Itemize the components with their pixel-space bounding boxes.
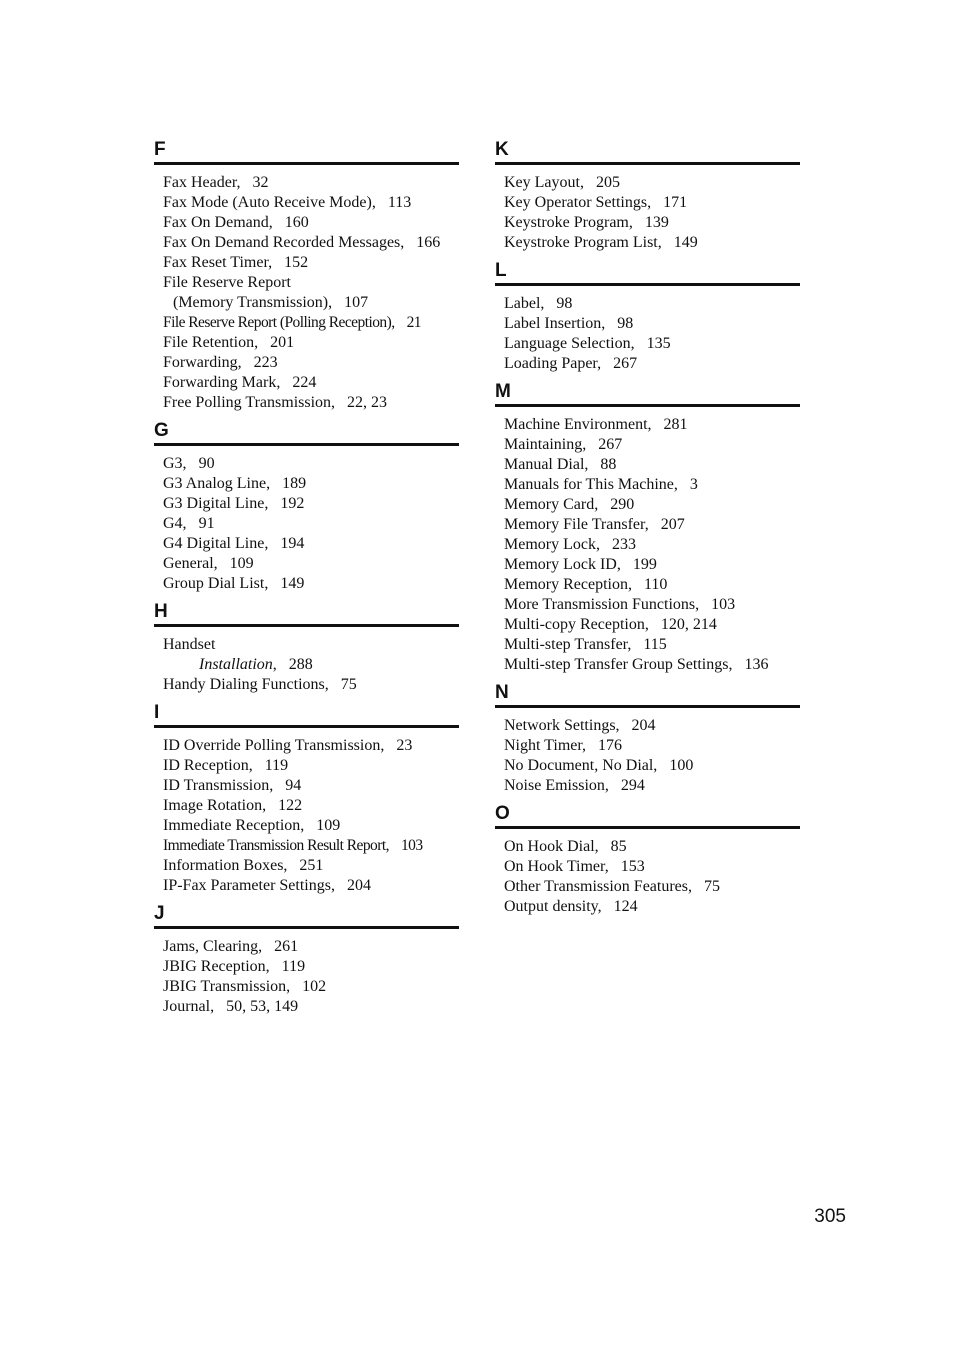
- index-entry-on-hook-timer: [504, 857, 800, 877]
- index-entry-fax-reset-timer: [163, 253, 459, 273]
- entry-page-ref[interactable]: 75: [704, 878, 720, 895]
- entry-term: Manuals for This Machine,: [504, 476, 678, 493]
- entry-page-ref[interactable]: 88: [600, 456, 617, 473]
- section-divider: [495, 705, 800, 708]
- entry-page-ref[interactable]: 119: [264, 757, 289, 774]
- index-entry-memory-lock: [504, 535, 800, 555]
- entry-page-ref[interactable]: 189: [282, 475, 307, 492]
- section-heading: L: [495, 260, 507, 281]
- entry-term: Multi-step Transfer Group Settings,: [504, 656, 733, 673]
- index-entry-language-selection: [504, 334, 800, 354]
- index-entry-maintaining: [504, 435, 800, 455]
- entry-term: Keystroke Program List,: [504, 234, 662, 251]
- index-entry-manuals-for-this-machine: [504, 475, 800, 495]
- entry-list: [495, 294, 800, 374]
- index-entry-information-boxes: [163, 856, 459, 876]
- section-divider: [154, 926, 459, 929]
- entry-term: Memory File Transfer,: [504, 516, 649, 533]
- entry-term: Handy Dialing Functions,: [163, 676, 329, 693]
- index-entry-manual-dial: [504, 455, 800, 475]
- entry-term: Free Polling Transmission,: [163, 394, 336, 411]
- section-divider: [495, 404, 800, 407]
- index-entry-memory-reception: [504, 575, 800, 595]
- entry-term: File Reserve Report (Polling Reception),: [163, 314, 395, 331]
- index-section-m: [495, 380, 800, 675]
- entry-page-ref[interactable]: 85: [610, 838, 627, 855]
- entry-page-ref[interactable]: 107: [344, 294, 369, 311]
- index-entry-ip-fax-parameter-settings: [163, 876, 459, 896]
- index-entry-file-reserve-report: [163, 273, 459, 293]
- index-entry-memory-card: [504, 495, 800, 515]
- entry-term: G3 Digital Line,: [163, 495, 269, 512]
- index-entry-network-settings: [504, 716, 800, 736]
- entry-page-ref[interactable]: 192: [280, 495, 305, 512]
- entry-page-ref[interactable]: 149: [280, 575, 305, 592]
- entry-page-ref[interactable]: 136: [744, 656, 769, 673]
- section-divider: [154, 624, 459, 627]
- entry-term: Forwarding,: [163, 354, 242, 371]
- entry-term: G3 Analog Line,: [163, 475, 271, 492]
- entry-page-ref[interactable]: 50, 53, 149: [226, 998, 299, 1015]
- entry-term: Image Rotation,: [163, 797, 267, 814]
- index-entry-handset: [163, 635, 459, 655]
- index-section-g: [154, 419, 459, 594]
- entry-term: Fax Mode (Auto Receive Mode),: [163, 194, 376, 211]
- entry-page-ref[interactable]: 109: [229, 555, 254, 572]
- entry-page-ref[interactable]: 102: [302, 978, 327, 995]
- entry-term: IP-Fax Parameter Settings,: [163, 877, 335, 894]
- entry-term: G3,: [163, 455, 187, 472]
- entry-list: [495, 415, 800, 675]
- entry-page-ref[interactable]: 103: [400, 837, 423, 854]
- entry-page-ref[interactable]: 122: [278, 797, 303, 814]
- index-entry-immediate-transmission-result-report: [163, 836, 459, 856]
- index-entry-g4: [163, 514, 459, 534]
- entry-term: Loading Paper,: [504, 355, 602, 372]
- index-section-h: [154, 600, 459, 695]
- entry-page-ref[interactable]: 135: [646, 335, 671, 352]
- index-entry-g3-digital-line: [163, 494, 459, 514]
- section-divider: [154, 162, 459, 165]
- entry-page-ref[interactable]: 98: [617, 315, 634, 332]
- entry-term: Keystroke Program,: [504, 214, 633, 231]
- index-section-i: [154, 701, 459, 896]
- section-heading: G: [154, 420, 169, 441]
- index-entry-id-override-polling-transmission: [163, 736, 459, 756]
- entry-page-ref[interactable]: 23: [396, 737, 413, 754]
- entry-list: [154, 635, 459, 695]
- entry-page-ref[interactable]: 90: [198, 455, 215, 472]
- entry-page-ref[interactable]: 94: [285, 777, 302, 794]
- index-entry-handy-dialing-functions: [163, 675, 459, 695]
- index-entry-jams-clearing: [163, 937, 459, 957]
- entry-page-ref[interactable]: 153: [620, 858, 645, 875]
- entry-page-ref[interactable]: 103: [711, 596, 736, 613]
- index-section-k: [495, 138, 800, 253]
- index-entry-more-transmission-functions: [504, 595, 800, 615]
- entry-page-ref[interactable]: 124: [613, 898, 638, 915]
- entry-page-ref[interactable]: 207: [660, 516, 685, 533]
- entry-page-ref[interactable]: 288: [288, 656, 313, 673]
- index-entry-free-polling-transmission: [163, 393, 459, 413]
- entry-page-ref[interactable]: 139: [644, 214, 669, 231]
- entry-term: Multi-step Transfer,: [504, 636, 632, 653]
- entry-term: Fax On Demand Recorded Messages,: [163, 234, 405, 251]
- entry-list: [495, 837, 800, 917]
- entry-page-ref[interactable]: 32: [252, 174, 269, 191]
- entry-term: Fax Reset Timer,: [163, 254, 273, 271]
- index-entry-fax-mode-auto-receive-mode: [163, 193, 459, 213]
- entry-term: File Reserve Report: [163, 274, 291, 291]
- entry-term: Installation: [199, 656, 273, 673]
- section-divider: [495, 162, 800, 165]
- entry-list: [154, 736, 459, 896]
- index-entry-memory-lock-id: [504, 555, 800, 575]
- entry-page-ref[interactable]: 233: [611, 536, 636, 553]
- entry-page-ref[interactable]: 115: [643, 636, 667, 653]
- index-section-n: [495, 681, 800, 796]
- entry-term: ID Override Polling Transmission,: [163, 737, 385, 754]
- entry-term: Information Boxes,: [163, 857, 288, 874]
- entry-term: Multi-copy Reception,: [504, 616, 649, 633]
- entry-term: More Transmission Functions,: [504, 596, 700, 613]
- entry-page-ref[interactable]: 113: [387, 194, 412, 211]
- index-entry-output-density: [504, 897, 800, 917]
- index-section-j: [154, 902, 459, 1017]
- index-entry-g3-analog-line: [163, 474, 459, 494]
- index-entry-label: [504, 294, 800, 314]
- section-divider: [154, 443, 459, 446]
- index-entry-multi-step-transfer: [504, 635, 800, 655]
- entry-term: Key Layout,: [504, 174, 584, 191]
- entry-page-ref[interactable]: 267: [613, 355, 638, 372]
- entry-page-ref[interactable]: 199: [632, 556, 657, 573]
- index-section-l: [495, 259, 800, 374]
- entry-page-ref[interactable]: 110: [643, 576, 668, 593]
- entry-term: Handset: [163, 636, 216, 653]
- index-entry-installation: [163, 655, 459, 675]
- section-heading: M: [495, 381, 511, 402]
- entry-page-ref[interactable]: 251: [299, 857, 324, 874]
- index-entry-loading-paper: [504, 354, 800, 374]
- index-entry-machine-environment: [504, 415, 800, 435]
- index-entry-immediate-reception: [163, 816, 459, 836]
- entry-list: [154, 173, 459, 413]
- entry-term: Journal,: [163, 998, 215, 1015]
- entry-term: On Hook Timer,: [504, 858, 609, 875]
- section-heading: F: [154, 139, 166, 160]
- entry-page-ref[interactable]: 261: [274, 938, 299, 955]
- entry-term: ID Reception,: [163, 757, 253, 774]
- entry-term: General,: [163, 555, 218, 572]
- entry-page-ref[interactable]: 294: [620, 777, 645, 794]
- entry-term: Machine Environment,: [504, 416, 652, 433]
- entry-term: Label,: [504, 295, 545, 312]
- entry-term: G4,: [163, 515, 187, 532]
- index-column-right: [495, 138, 800, 923]
- index-entry-keystroke-program-list: [504, 233, 800, 253]
- index-entry-g4-digital-line: [163, 534, 459, 554]
- section-divider: [495, 826, 800, 829]
- section-divider: [154, 725, 459, 728]
- index-entry-memory-transmission: [163, 293, 459, 313]
- index-entry-fax-on-demand-recorded-messages: [163, 233, 459, 253]
- entry-page-ref[interactable]: 281: [663, 416, 688, 433]
- index-entry-on-hook-dial: [504, 837, 800, 857]
- index-entry-forwarding-mark: [163, 373, 459, 393]
- entry-list: [495, 716, 800, 796]
- entry-term: Noise Emission,: [504, 777, 609, 794]
- index-column-left: [154, 138, 459, 1023]
- index-entry-image-rotation: [163, 796, 459, 816]
- index-entry-id-reception: [163, 756, 459, 776]
- entry-page-ref[interactable]: 22, 23: [347, 394, 388, 411]
- index-entry-id-transmission: [163, 776, 459, 796]
- entry-term: File Retention,: [163, 334, 259, 351]
- entry-term: (Memory Transmission),: [173, 294, 333, 311]
- index-entry-jbig-reception: [163, 957, 459, 977]
- entry-page-ref[interactable]: 120, 214: [660, 616, 717, 633]
- entry-page-ref[interactable]: 21: [406, 314, 421, 331]
- entry-page-ref[interactable]: 267: [598, 436, 623, 453]
- entry-term: Forwarding Mark,: [163, 374, 281, 391]
- entry-term: Group Dial List,: [163, 575, 269, 592]
- section-heading: H: [154, 601, 168, 622]
- entry-term: No Document, No Dial,: [504, 757, 658, 774]
- entry-list: [154, 937, 459, 1017]
- entry-term: Jams, Clearing,: [163, 938, 263, 955]
- entry-page-ref[interactable]: 171: [663, 194, 688, 211]
- entry-page-ref[interactable]: 75: [340, 676, 357, 693]
- entry-page-ref[interactable]: 152: [284, 254, 309, 271]
- index-entry-group-dial-list: [163, 574, 459, 594]
- index-entry-jbig-transmission: [163, 977, 459, 997]
- entry-page-ref[interactable]: 290: [610, 496, 635, 513]
- index-entry-file-reserve-report-polling-reception: [163, 313, 459, 333]
- entry-term: Memory Reception,: [504, 576, 632, 593]
- section-heading: N: [495, 682, 509, 703]
- index-entry-forwarding: [163, 353, 459, 373]
- entry-page-ref[interactable]: 201: [270, 334, 295, 351]
- index-entry-key-layout: [504, 173, 800, 193]
- index-entry-memory-file-transfer: [504, 515, 800, 535]
- section-heading: K: [495, 139, 509, 160]
- entry-page-ref[interactable]: 149: [673, 234, 698, 251]
- entry-term: Immediate Transmission Result Report,: [163, 837, 389, 854]
- entry-term: ID Transmission,: [163, 777, 274, 794]
- entry-term: JBIG Reception,: [163, 958, 270, 975]
- entry-term: On Hook Dial,: [504, 838, 599, 855]
- entry-term: Maintaining,: [504, 436, 587, 453]
- index-entry-file-retention: [163, 333, 459, 353]
- entry-page-ref[interactable]: 119: [281, 958, 306, 975]
- entry-page-ref[interactable]: 223: [253, 354, 278, 371]
- entry-term: Language Selection,: [504, 335, 635, 352]
- entry-page-ref[interactable]: 160: [284, 214, 309, 231]
- index-entry-other-transmission-features: [504, 877, 800, 897]
- entry-page-ref[interactable]: 224: [292, 374, 317, 391]
- entry-term: Label Insertion,: [504, 315, 606, 332]
- entry-list: [154, 454, 459, 594]
- index-entry-keystroke-program: [504, 213, 800, 233]
- index-section-o: [495, 802, 800, 917]
- section-heading: J: [154, 903, 165, 924]
- entry-list: [495, 173, 800, 253]
- index-entry-label-insertion: [504, 314, 800, 334]
- entry-page-ref[interactable]: 109: [316, 817, 341, 834]
- entry-page-ref[interactable]: 194: [280, 535, 305, 552]
- entry-term: G4 Digital Line,: [163, 535, 269, 552]
- entry-term: Manual Dial,: [504, 456, 589, 473]
- entry-page-ref[interactable]: 3: [689, 476, 698, 493]
- entry-term: Fax On Demand,: [163, 214, 273, 231]
- index-entry-night-timer: [504, 736, 800, 756]
- entry-comma: ,: [272, 656, 277, 673]
- entry-page-ref[interactable]: 98: [556, 295, 573, 312]
- index-entry-multi-step-transfer-group-settings: [504, 655, 800, 675]
- entry-term: Key Operator Settings,: [504, 194, 652, 211]
- entry-term: Memory Lock ID,: [504, 556, 621, 573]
- section-heading: I: [154, 702, 160, 723]
- entry-term: Fax Header,: [163, 174, 241, 191]
- index-entry-multi-copy-reception: [504, 615, 800, 635]
- entry-term: Night Timer,: [504, 737, 587, 754]
- entry-term: Memory Lock,: [504, 536, 600, 553]
- index-section-f: [154, 138, 459, 413]
- entry-page-ref[interactable]: 100: [669, 757, 694, 774]
- entry-term: Immediate Reception,: [163, 817, 305, 834]
- entry-term: Memory Card,: [504, 496, 599, 513]
- entry-page-ref[interactable]: 91: [198, 515, 215, 532]
- section-divider: [495, 283, 800, 286]
- entry-page-ref[interactable]: 176: [598, 737, 623, 754]
- index-entry-key-operator-settings: [504, 193, 800, 213]
- index-entry-fax-header: [163, 173, 459, 193]
- index-entry-journal: [163, 997, 459, 1017]
- index-entry-g3: [163, 454, 459, 474]
- entry-term: Other Transmission Features,: [504, 878, 692, 895]
- entry-page-ref[interactable]: 204: [631, 717, 656, 734]
- section-heading: O: [495, 803, 510, 824]
- entry-term: JBIG Transmission,: [163, 978, 291, 995]
- entry-page-ref[interactable]: 205: [595, 174, 620, 191]
- entry-term: Output density,: [504, 898, 602, 915]
- entry-page-ref[interactable]: 166: [416, 234, 441, 251]
- index-entry-no-document-no-dial: [504, 756, 800, 776]
- index-entry-noise-emission: [504, 776, 800, 796]
- entry-page-ref[interactable]: 204: [346, 877, 371, 894]
- index-entry-general: [163, 554, 459, 574]
- page-number: 305: [814, 1206, 846, 1227]
- entry-term: Network Settings,: [504, 717, 620, 734]
- index-entry-fax-on-demand: [163, 213, 459, 233]
